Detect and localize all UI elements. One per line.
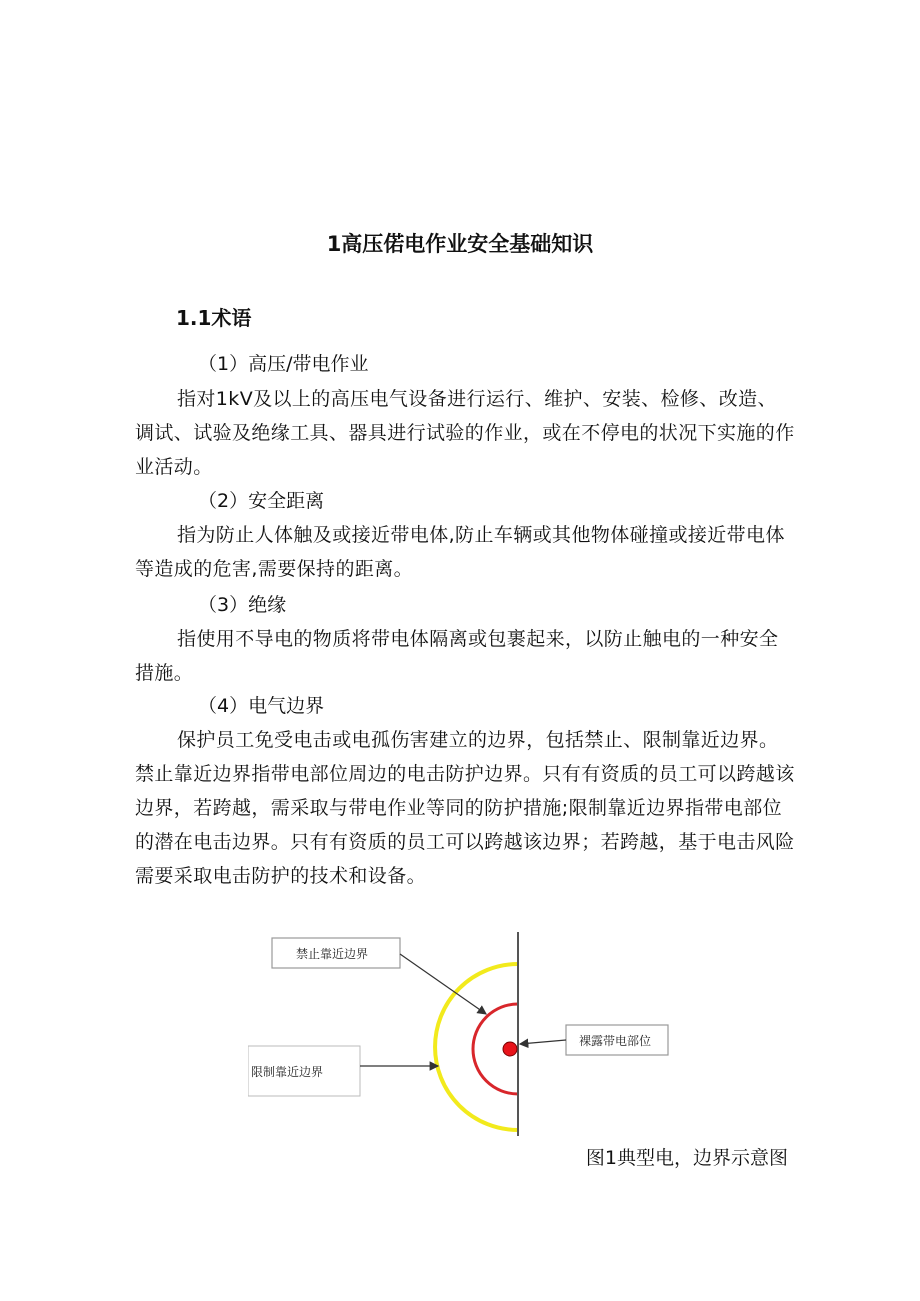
- term-text-electrical-boundary: 保护员工免受电击或电孤伤害建立的边界，包括禁止、限制靠近边界。禁止靠近边界指带电部位周边的电击防护边界。只有有资质的员工可以跨越该边界，若跨越，需采取与带电作业等同的防护措施;限制靠近边界指带电部位的潜在电击边界。只有有资质的员工可以跨越该边界；若跨越，基于电击风险需要采取电击防护的技术和设备。: [135, 729, 795, 887]
- figure-caption: 图1典型电，边界示意图: [585, 1147, 788, 1169]
- page-title: 1高压偌电作业安全基础知识: [326, 232, 594, 256]
- term-label-insulation: （3）绝缘: [198, 594, 287, 616]
- term-label-electrical-boundary: （4）电气边界: [198, 695, 325, 717]
- prohibited-label-box: [272, 938, 400, 968]
- exposed-label-box: [566, 1025, 668, 1055]
- term-label-high-voltage: （1）高压/带电作业: [198, 353, 369, 375]
- term-text-high-voltage: 指对1kV及以上的高压电气设备进行运行、维护、安装、检修、改造、调试、试验及绝缘工具、器具进行试验的作业，或在不停电的状况下实施的作业活动。: [135, 388, 795, 478]
- term-text-safety-distance: 指为防止人体触及或接近带电体,防止车辆或其他物体碰撞或接近带电体等造成的危害,需要保持的距离。: [135, 524, 785, 580]
- limited-label: 限制靠近边界: [251, 1065, 324, 1079]
- arrow-exposed: [520, 1040, 566, 1044]
- boundary-diagram: [248, 926, 688, 1142]
- arrow-prohibited: [400, 954, 486, 1014]
- limited-label-box: [248, 1046, 360, 1096]
- live-part-dot: [503, 1042, 517, 1056]
- prohibited-label: 禁止靠近边界: [296, 947, 369, 961]
- term-text-insulation: 指使用不导电的物质将带电体隔离或包裹起来，以防止触电的一种安全措施。: [135, 628, 779, 684]
- term-label-safety-distance: （2）安全距离: [198, 490, 325, 512]
- section-heading: 1.1术语: [176, 306, 252, 330]
- boundary-diagram-svg: [248, 926, 688, 1142]
- exposed-label: 裸露带电部位: [579, 1034, 652, 1048]
